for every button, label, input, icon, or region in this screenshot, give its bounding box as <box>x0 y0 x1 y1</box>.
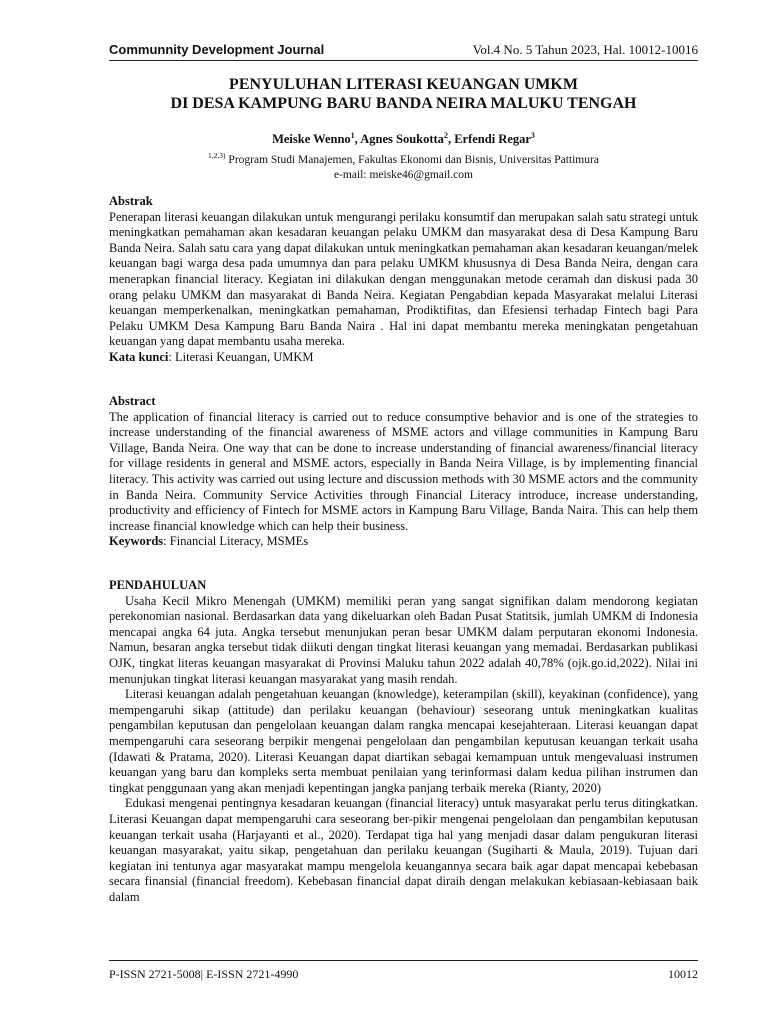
journal-name: Communnity Development Journal <box>109 42 325 57</box>
abstract-keywords <box>109 534 698 550</box>
running-header <box>109 42 698 61</box>
author-sup: 3 <box>530 131 535 140</box>
keywords-label: Kata kunci <box>109 349 169 364</box>
keywords-label: Keywords <box>109 534 164 549</box>
affiliation-text: Program Studi Manajemen, Fakultas Ekonomi dan Bisnis, Universitas Pattimura <box>225 153 599 166</box>
author-name: Agnes Soukotta <box>360 132 444 147</box>
author-name: Erfendi Regar <box>454 132 531 147</box>
abstrak-body: Penerapan literasi keuangan dilakukan untuk mengurangi perilaku konsumtif dan merupakan salah satu strategi untuk meningkatkan pemahaman akan kesadaran keuangan pelaku UMKM dan masyarakat desa di Desa Kampung Baru Banda Neira. Salah satu cara yang dapat dilakukan untuk meningkatkan pemahaman akan kesadaran keuangan/melek keuangan bagi warga desa pada umumnya dan para pelaku UMKM khususnya di Desa Banda Neira, dengan cara menerapkan financial literacy. Kegiatan ini dilakukan dengan menggunakan metode ceramah dan diskusi pada 30 orang pelaku UMKM dan masyarakat di Banda Neira. Kegiatan Pengabdian kepada Masyarakat melalui Literasi keuangan memperkenalkan, meningkatkan pemahaman, Prodiktifitas, dan Efesiensi terhadap Fintech bagi Para Pelaku UMKM Desa Kampung Baru Banda Naira . Hal ini dapat membantu mereka meningkatan pengetahuan keuangan yang dapat membantu usaha mereka. <box>109 209 698 349</box>
affiliation <box>109 148 698 183</box>
abstract-section <box>109 394 698 550</box>
author-list: Meiske Wenno$^1$, Agnes Soukotta$^2$, Erfendi Regar$^3$ <box>272 131 535 147</box>
abstrak-section <box>109 194 698 366</box>
author-email: e-mail: meiske46@gmail.com <box>334 168 473 181</box>
author-sup: 1 <box>350 131 355 140</box>
author-name: Meiske Wenno <box>272 132 351 147</box>
title-line-1: PENYULUHAN LITERASI KEUANGAN UMKM <box>229 76 578 93</box>
abstract-heading: Abstract <box>109 394 156 408</box>
page-footer <box>109 960 698 982</box>
pendahuluan-heading: PENDAHULUAN <box>109 578 207 592</box>
title-line-2: DI DESA KAMPUNG BARU BANDA NEIRA MALUKU TENGAH <box>170 95 637 112</box>
keywords-text: : Literasi Keuangan, UMKM <box>168 349 314 364</box>
paper-title <box>109 75 698 113</box>
pendahuluan-section <box>109 578 698 905</box>
issn: P-ISSN 2721-5008| E-ISSN 2721-4990 <box>109 967 299 981</box>
abstrak-heading: Abstrak <box>109 194 153 208</box>
keywords-text: : Financial Literacy, MSMEs <box>163 534 309 549</box>
abstrak-keywords <box>109 350 698 366</box>
affiliation-sup: 1,2,3) <box>208 151 226 160</box>
page-number: 10012 <box>668 967 698 981</box>
body-paragraph: Usaha Kecil Mikro Menengah (UMKM) memiliki peran yang sangat signifikan dalam mendorong kegiatan perekonomian nasional. Berdasarkan data yang dikeluarkan oleh Badan Pusat Statitsik, jumlah UMKM di Indonesia mencapai angka 64 juta. Angka tersebut menunjukan peran besar UMKM dalam perputaran ekonomi Indonesia. Namun, besaran angka tersebut tidak diikuti dengan tingkat literasi keuangan yang memadai. Berdasarkan publikasi OJK, tingkat literas keuangan masyarakat di Provinsi Maluku tahun 2022 adalah 40,78% (ojk.go.id,2022). Nilai ini menunjukan tingkat literasi keuangan masyarakat yang masih rendah. <box>109 593 698 686</box>
body-paragraph: Literasi keuangan adalah pengetahuan keuangan (knowledge), keterampilan (skill), keyakinan (confidence), yang mempengaruhi sikap (attitude) dan perilaku keuangan (behaviour) seseorang untuk meningkatkan kualitas pengambilan keputusan dan pengelolaan keuangan dalam rangka mencapai kesejahteraan. Literasi keuangan dapat mempengaruhi cara seseorang berpikir mengenai pengelolaan dan pengambilan keputusan keuangan terkait usaha (Idawati & Pratama, 2020). Literasi Keuangan dapat diartikan sebagai kemampuan untuk mengevaluasi instrumen keuangan yang baru dan kompleks serta membuat penilaian yang terinformasi dalam kedua pilihan instrumen dan tingkat penggunaan yang akan menjadi kepentingan jangka panjang terbaik mereka (Rianty, 2020) <box>109 687 698 795</box>
abstract-body: The application of financial literacy is carried out to reduce consumptive behavior and is one of the strategies to increase understanding of the financial awareness of MSME actors and village communities in Kampung Baru Village, Banda Neira. One way that can be done to increase understanding of financial awareness/financial literacy for village residents in general and MSME actors, especially in Banda Neira Village, is by implementing financial literacy. This activity was carried out using lecture and discussion methods with 30 MSME actors and the community in Banda Neira. Community Service Activities through Financial Literacy introduce, increase understanding, productivity and efficiency of Fintech for MSME actors in Kampung Baru Village, Banda Naira. This can help them increase financial knowledge which can help their business. <box>109 409 698 533</box>
issue-info: Vol.4 No. 5 Tahun 2023, Hal. 10012-10016 <box>472 42 698 57</box>
author-sup: 2 <box>443 131 448 140</box>
body-paragraph: Edukasi mengenai pentingnya kesadaran keuangan (financial literacy) untuk masyarakat perlu terus ditingkatkan. Literasi Keuangan dapat mempengaruhi cara seseorang ber-pikir mengenai pengelolaan dan pengambilan keputusan keuangan terkait usaha (Harjayanti et al., 2020). Terdapat tiga hal yang menjadi dasar dalam pengukuran literasi keuangan masyarakat, yaitu sikap, pengetahuan dan perilaku keuangan (Sugiharti & Maula, 2019). Tujuan dari kegiatan ini tentunya agar masyarakat mampu mengelola keuangannya secara baik agar dapat mencapai kebebasan secara finansial (financial freedom). Kebebasan financial dapat diraih dengan melakukan kebiasaan-kebiasaan baik dalam <box>109 796 698 904</box>
